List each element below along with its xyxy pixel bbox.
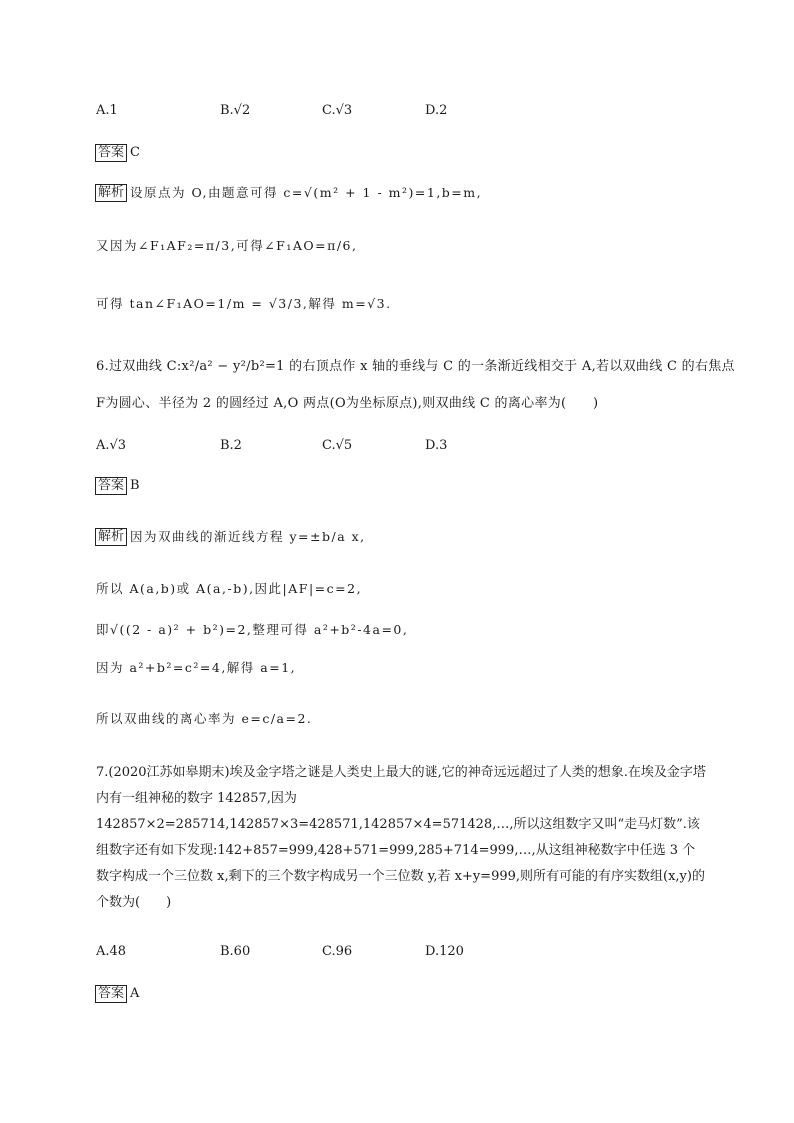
q6-analysis-line-4: 因为 a²+b²=c²=4,解得 a=1, xyxy=(96,660,297,675)
q7-option-d: D.120 xyxy=(425,944,464,959)
q6-analysis-line-5: 所以双曲线的离心率为 e=c/a=2. xyxy=(96,711,313,726)
q5-analysis-line-1: 设原点为 O,由题意可得 c=√(m² + 1 - m²)=1,b=m, xyxy=(130,185,483,200)
q5-option-a: A.1 xyxy=(96,103,118,118)
q6-analysis-line-3: 即√((2 - a)² + b²)=2,整理可得 a²+b²-4a=0, xyxy=(96,622,409,637)
q7-question: 7.(2020江苏如皋期末)埃及金字塔之谜是人类史上最大的谜,它的神奇远远超过了人类的想象.在埃及金字塔内有一组神秘的数字 142857,因为 142857×2=285714,142857×3=428571,142857×4=571428,…,所以这组数字又叫“走马灯数”.该组数字还有如下发现:142+857=999,428+571=999,285+714=999,…,从这组神秘数字中任选 3 个数字构成一个三位数 x,剩下的三个数字构成另一个三位数 y,若 x+y=999,则所有可能的有序实数组(x,y)的个数为( ) xyxy=(96,765,706,910)
q5-option-c: C.√3 xyxy=(322,103,353,118)
q6-option-b: B.2 xyxy=(220,438,242,453)
q5-analysis-tag: 解析 xyxy=(95,184,127,202)
q6-answer-tag: 答案 xyxy=(95,477,127,495)
q5-analysis-line-3: 可得 tan∠F₁AO=1/m = √3/3,解得 m=√3. xyxy=(96,296,392,311)
q6-answer-value: B xyxy=(130,478,140,493)
q5-answer-tag: 答案 xyxy=(95,144,127,162)
q6-analysis-line-2: 所以 A(a,b)或 A(a,-b),因此|AF|=c=2, xyxy=(96,581,363,596)
q5-option-b: B.√2 xyxy=(220,103,251,118)
q7-option-b: B.60 xyxy=(220,944,251,959)
q6-option-c: C.√5 xyxy=(322,438,353,453)
q6-analysis-line-1: 因为双曲线的渐近线方程 y=±b/a x, xyxy=(130,529,366,544)
q6-question-line-2: F为圆心、半径为 2 的圆经过 A,O 两点(O为坐标原点),则双曲线 C 的离心率为( ) xyxy=(96,396,599,411)
q5-analysis-line-2: 又因为∠F₁AF₂=π/3,可得∠F₁AO=π/6, xyxy=(96,238,358,253)
q7-option-a: A.48 xyxy=(96,944,127,959)
q5-answer-value: C xyxy=(130,145,140,160)
q6-option-a: A.√3 xyxy=(96,438,127,453)
q6-option-d: D.3 xyxy=(425,438,448,453)
q7-option-c: C.96 xyxy=(322,944,353,959)
q5-option-d: D.2 xyxy=(425,103,448,118)
q6-question-line-1: 6.过双曲线 C:x²/a² − y²/b²=1 的右顶点作 x 轴的垂线与 C 的一条渐近线相交于 A,若以双曲线 C 的右焦点 xyxy=(96,359,735,374)
q6-analysis-tag: 解析 xyxy=(95,528,127,546)
q7-answer-value: A xyxy=(130,986,140,1001)
q7-answer-tag: 答案 xyxy=(95,985,127,1003)
